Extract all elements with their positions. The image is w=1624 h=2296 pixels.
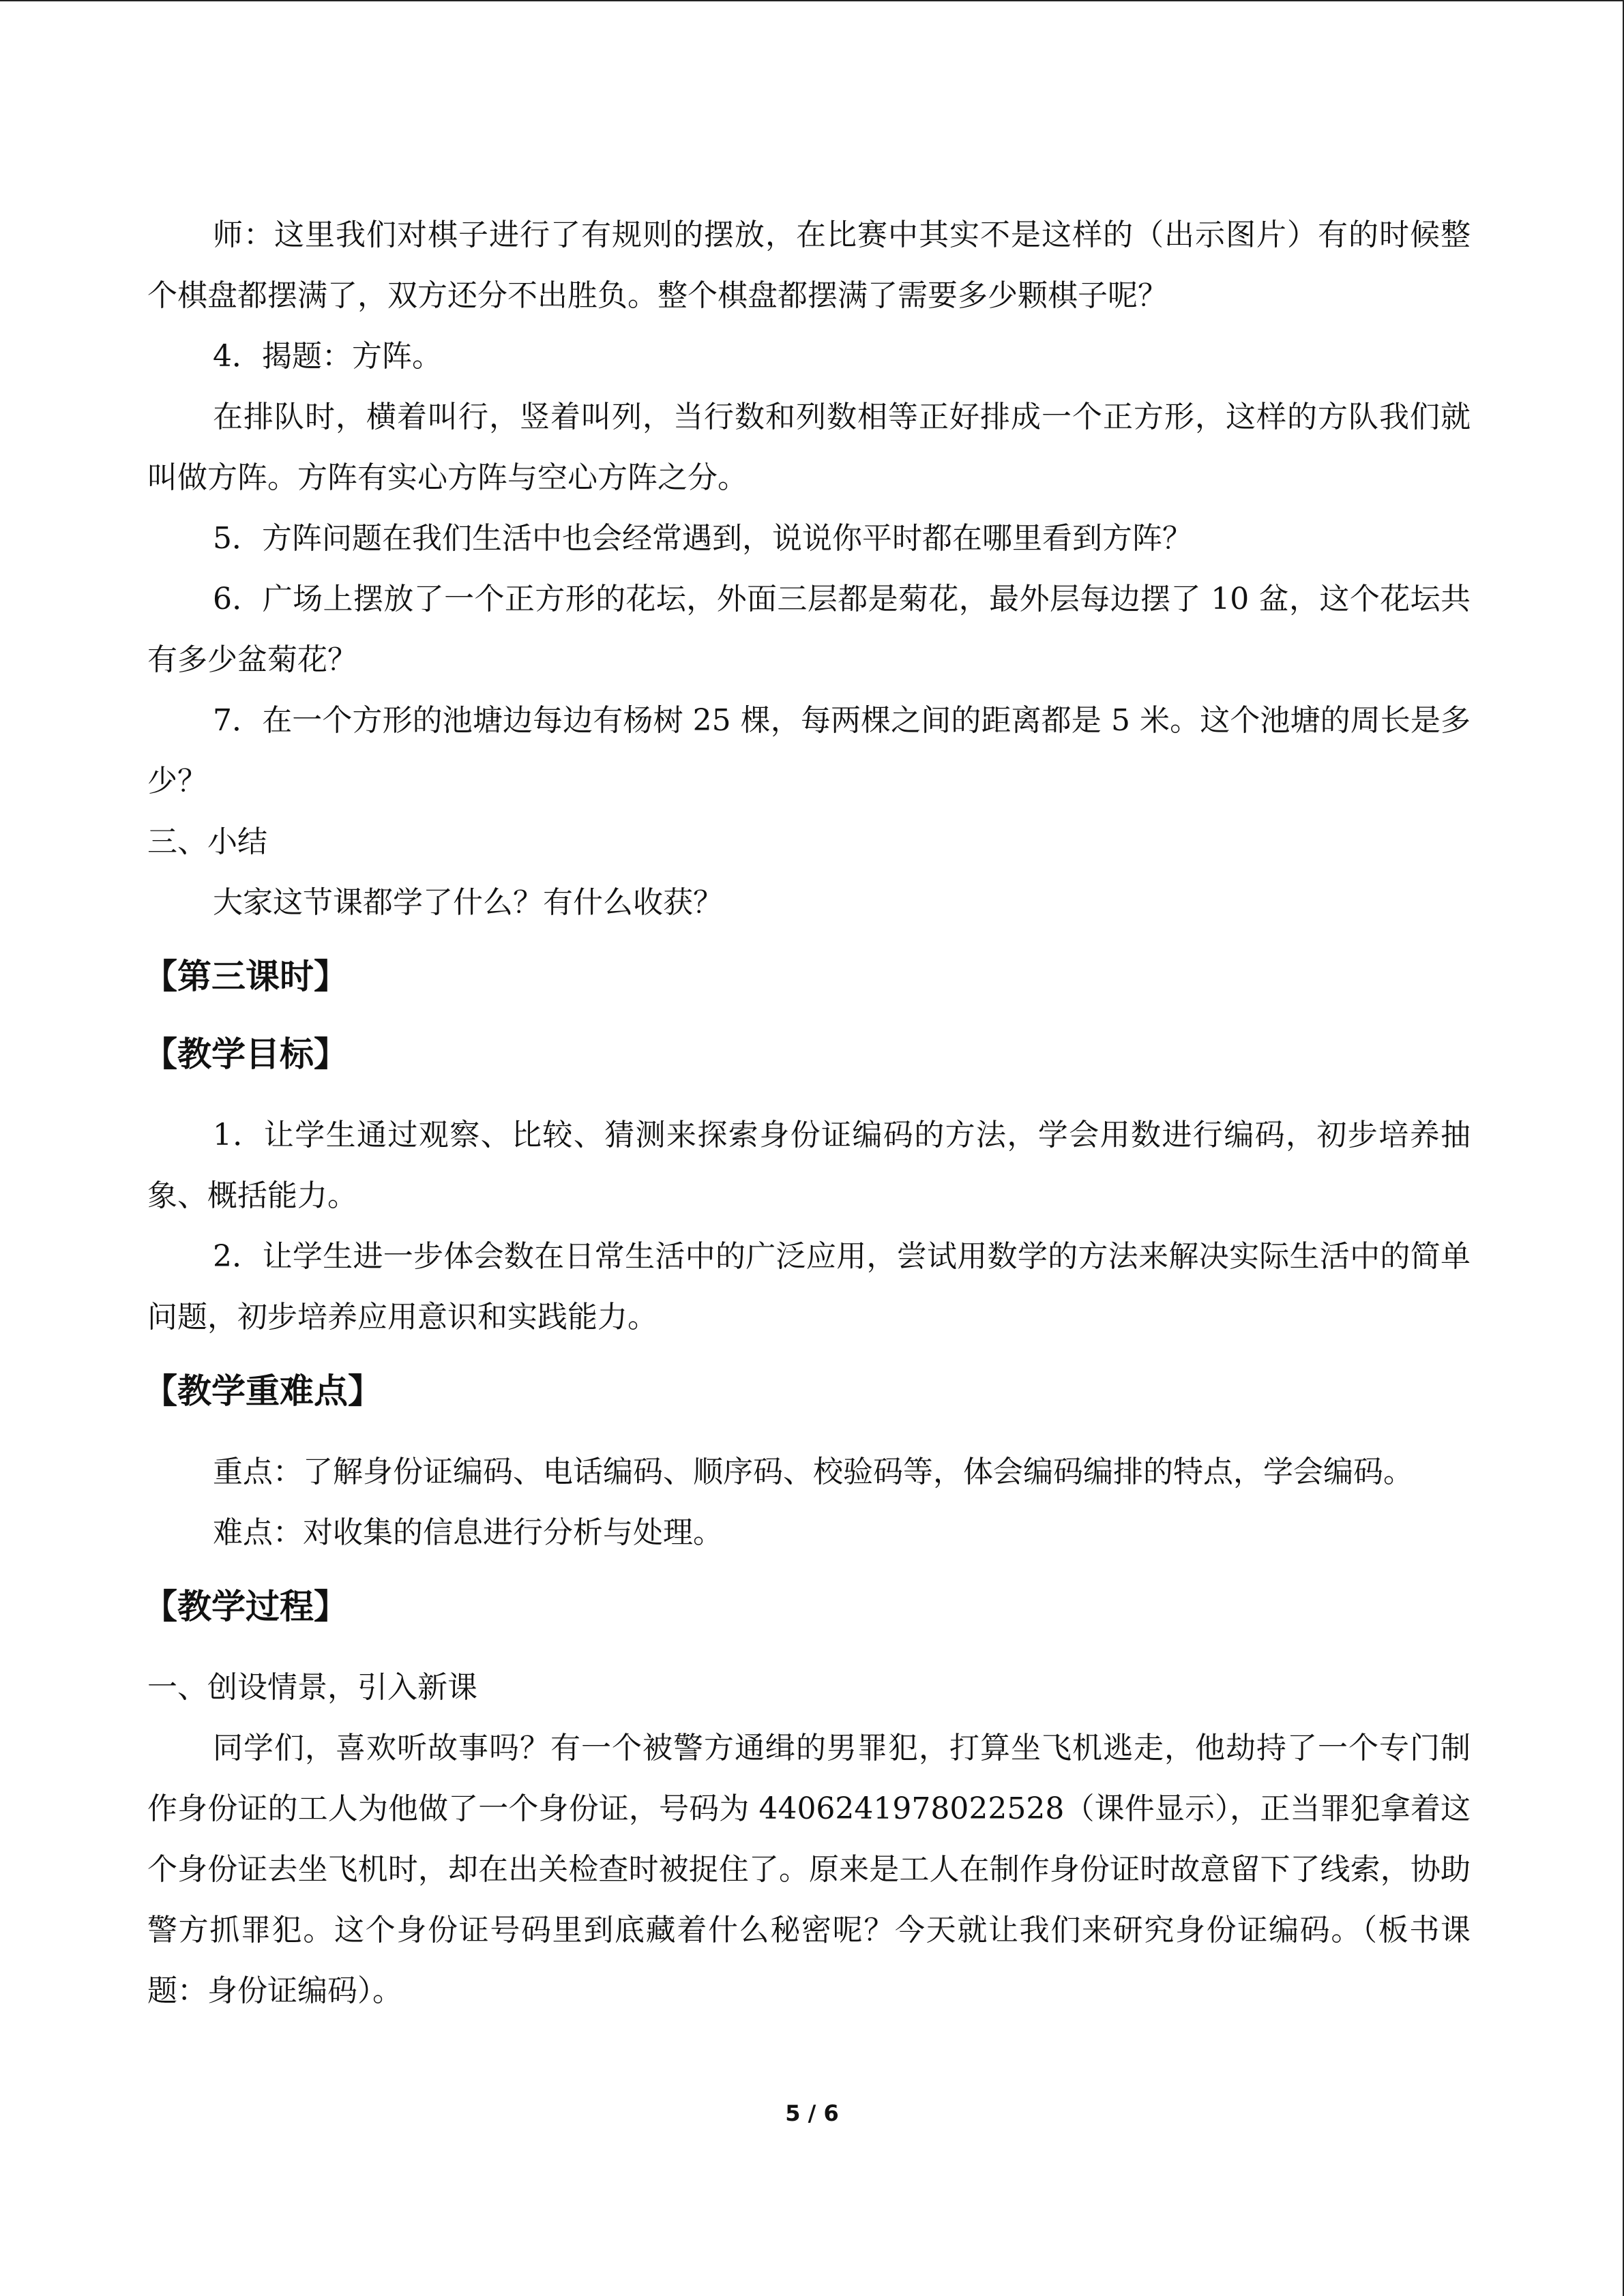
key-point-item: 难点：对收集的信息进行分析与处理。: [213, 1515, 723, 1550]
goal-item: 2．让学生进一步体会数在日常生活中的广泛应用，尝试用数学的方法来解决实际生活中的简单问题，初步培养应用意识和实践能力。: [147, 1239, 1471, 1335]
section-title-summary: 三、小结: [147, 824, 267, 859]
heading-lesson-3: 【第三课时】: [143, 957, 348, 996]
heading-key-points: 【教学重难点】: [143, 1371, 382, 1411]
section-title-intro: 一、创设情景，引入新课: [147, 1670, 477, 1705]
page-number: 5 / 6: [785, 2100, 839, 2126]
paragraph: 4．揭题：方阵。: [213, 339, 442, 374]
heading-teaching-goals: 【教学目标】: [143, 1034, 348, 1074]
paragraph: 同学们，喜欢听故事吗？有一个被警方通缉的男罪犯，打算坐飞机逃走，他劫持了一个专门制作身份证的工人为他做了一个身份证，号码为 4406241978022528（课件显示），正当罪犯拿着这个身份证去坐飞机时，却在出关检查时被捉住了。原来是工人在制作身份证时故意留下了线索，协助警方抓罪犯。这个身份证号码里到底藏着什么秘密呢？今天就让我们来研究身份证编码。（板书课题：身份证编码）。: [147, 1731, 1471, 2008]
paragraph: 6．广场上摆放了一个正方形的花坛，外面三层都是菊花，最外层每边摆了 10 盆，这个花坛共有多少盆菊花？: [147, 582, 1471, 677]
paragraph: 师：这里我们对棋子进行了有规则的摆放，在比赛中其实不是这样的（出示图片）有的时候整个棋盘都摆满了，双方还分不出胜负。整个棋盘都摆满了需要多少颗棋子呢？: [147, 218, 1471, 313]
paragraph: 在排队时，横着叫行，竖着叫列，当行数和列数相等正好排成一个正方形，这样的方队我们就叫做方阵。方阵有实心方阵与空心方阵之分。: [147, 400, 1471, 495]
paragraph: 7．在一个方形的池塘边每边有杨树 25 棵，每两棵之间的距离都是 5 米。这个池塘的周长是多少？: [147, 703, 1471, 799]
goal-item: 1．让学生通过观察、比较、猜测来探索身份证编码的方法，学会用数进行编码，初步培养抽象、概括能力。: [147, 1118, 1471, 1213]
document-body: [143, 205, 1471, 2021]
heading-teaching-process: 【教学过程】: [143, 1587, 348, 1626]
key-point-item: 重点：了解身份证编码、电话编码、顺序码、校验码等，体会编码编排的特点，学会编码。: [213, 1455, 1413, 1489]
paragraph: 大家这节课都学了什么？有什么收获？: [213, 885, 723, 920]
paragraph: 5．方阵问题在我们生活中也会经常遇到，说说你平时都在哪里看到方阵？: [213, 521, 1192, 556]
